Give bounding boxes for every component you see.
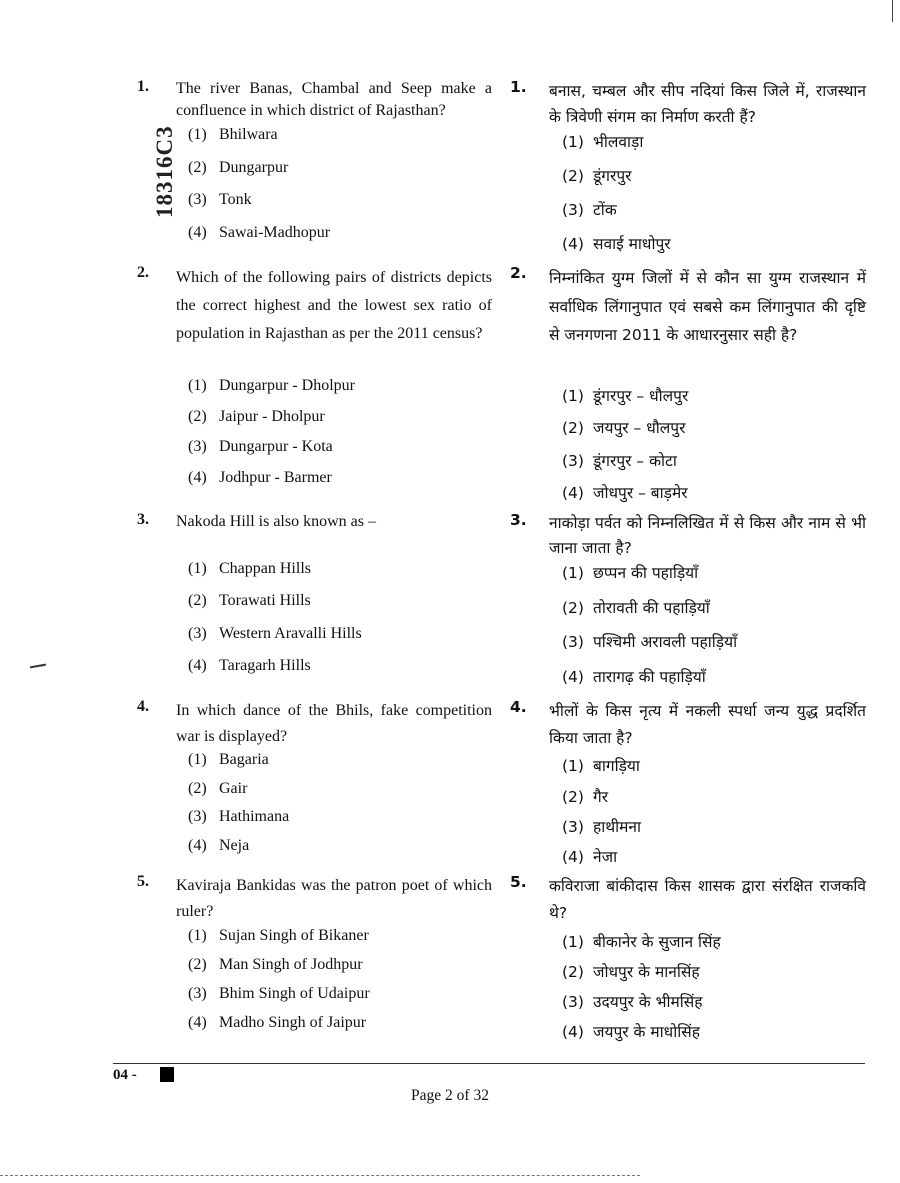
question-text: नाकोड़ा पर्वत को निम्नलिखित में से किस और नाम से भी जाना जाता है? — [549, 514, 866, 557]
question-3-hindi — [510, 511, 866, 691]
option-2: (2) Dungarpur — [188, 159, 289, 176]
option-1: (1) छप्पन की पहाड़ियाँ — [562, 564, 699, 582]
option-4: (4) Taragarh Hills — [188, 657, 311, 674]
booklet-code-marker — [160, 1067, 174, 1082]
option-2: (2) Torawati Hills — [188, 592, 311, 609]
bottom-cut-line — [0, 1175, 640, 1177]
question-text: The river Banas, Chambal and Seep make a confluence in which district of Rajasthan? — [176, 80, 492, 119]
question-2-hindi — [510, 264, 866, 504]
question-1-english — [137, 78, 492, 248]
question-text: कविराजा बांकीदास किस शासक द्वारा संरक्षित राजकवि थे? — [549, 877, 866, 922]
option-3: (3) टोंक — [562, 201, 617, 219]
option-4: (4) Jodhpur - Barmer — [188, 469, 332, 486]
question-number: 1. — [510, 78, 527, 96]
option-3: (3) Dungarpur - Kota — [188, 438, 333, 455]
option-4: (4) तारागढ़ की पहाड़ियाँ — [562, 668, 706, 686]
option-3: (3) Hathimana — [188, 808, 290, 825]
question-number: 3. — [510, 511, 527, 529]
option-1: (1) Bagaria — [188, 751, 269, 768]
option-4: (4) Sawai-Madhopur — [188, 224, 331, 241]
option-1: (1) Dungarpur - Dholpur — [188, 377, 355, 394]
option-3: (3) Western Aravalli Hills — [188, 625, 362, 642]
question-number: 4. — [510, 698, 527, 716]
option-1: (1) भीलवाड़ा — [562, 133, 644, 151]
question-5-hindi — [510, 873, 866, 1048]
option-3: (3) उदयपुर के भीमसिंह — [562, 993, 703, 1011]
option-2: (2) Gair — [188, 780, 248, 797]
question-number: 2. — [510, 264, 527, 282]
option-1: (1) बागड़िया — [562, 757, 640, 775]
option-4: (4) जयपुर के माधोसिंह — [562, 1023, 700, 1041]
page-number: Page 2 of 32 — [411, 1087, 489, 1104]
question-2-english — [137, 264, 492, 494]
option-3: (3) Bhim Singh of Udaipur — [188, 985, 370, 1002]
option-3: (3) Tonk — [188, 191, 252, 208]
footer-divider — [113, 1063, 865, 1064]
question-number: 1. — [137, 78, 149, 95]
option-2: (2) तोरावती की पहाड़ियाँ — [562, 599, 710, 617]
question-text: In which dance of the Bhils, fake competition war is displayed? — [176, 702, 492, 745]
serial-stamp: 18316C3 — [152, 125, 177, 218]
option-1: (1) Sujan Singh of Bikaner — [188, 927, 369, 944]
question-text: भीलों के किस नृत्य में नकली स्पर्धा जन्य युद्ध प्रदर्शित किया जाता है? — [549, 702, 866, 747]
option-2: (2) डूंगरपुर — [562, 167, 632, 185]
option-2: (2) जयपुर – धौलपुर — [562, 419, 686, 437]
option-2: (2) गैर — [562, 788, 609, 806]
question-number: 3. — [137, 511, 149, 528]
booklet-code: 04 - — [113, 1067, 137, 1083]
option-4: (4) Madho Singh of Jaipur — [188, 1014, 367, 1031]
scan-edge-mark — [888, 0, 900, 22]
option-4: (4) Neja — [188, 837, 250, 854]
question-5-english — [137, 873, 492, 1038]
question-text: बनास, चम्बल और सीप नदियां किस जिले में, राजस्थान के त्रिवेणी संगम का निर्माण करती हैं? — [549, 82, 866, 126]
option-1: (1) डूंगरपुर – धौलपुर — [562, 387, 689, 405]
question-4-english — [137, 698, 492, 858]
question-1-hindi — [510, 78, 866, 258]
option-4: (4) नेजा — [562, 848, 618, 866]
option-3: (3) डूंगरपुर – कोटा — [562, 452, 677, 470]
question-text: निम्नांकित युग्म जिलों में से कौन सा युग्म राजस्थान में सर्वाधिक लिंगानुपात एवं सबसे कम लिंगानुपात की दृष्टि से जनगणना 2011 के आधारनुसार सही है? — [549, 269, 866, 344]
option-2: (2) Jaipur - Dholpur — [188, 408, 325, 425]
option-2: (2) जोधपुर के मानसिंह — [562, 963, 700, 981]
scan-pen-mark — [30, 664, 46, 669]
option-1: (1) Bhilwara — [188, 126, 278, 143]
question-number: 4. — [137, 698, 149, 715]
question-text: Nakoda Hill is also known as – — [176, 513, 376, 530]
question-text: Kaviraja Bankidas was the patron poet of which ruler? — [176, 877, 492, 920]
option-1: (1) बीकानेर के सुजान सिंह — [562, 933, 721, 951]
question-text: Which of the following pairs of districts depicts the correct highest and the lowest sex ratio of population in Rajasthan as per the 2011 census? — [176, 269, 492, 342]
option-1: (1) Chappan Hills — [188, 560, 311, 577]
question-number: 5. — [137, 873, 149, 890]
option-2: (2) Man Singh of Jodhpur — [188, 956, 363, 973]
option-4: (4) सवाई माधोपुर — [562, 235, 671, 253]
question-number: 5. — [510, 873, 527, 891]
option-4: (4) जोधपुर – बाड़मेर — [562, 484, 688, 502]
option-3: (3) पश्चिमी अरावली पहाड़ियाँ — [562, 633, 738, 651]
question-3-english — [137, 511, 492, 681]
question-4-hindi — [510, 698, 866, 868]
option-3: (3) हाथीमना — [562, 818, 642, 836]
question-number: 2. — [137, 264, 149, 281]
